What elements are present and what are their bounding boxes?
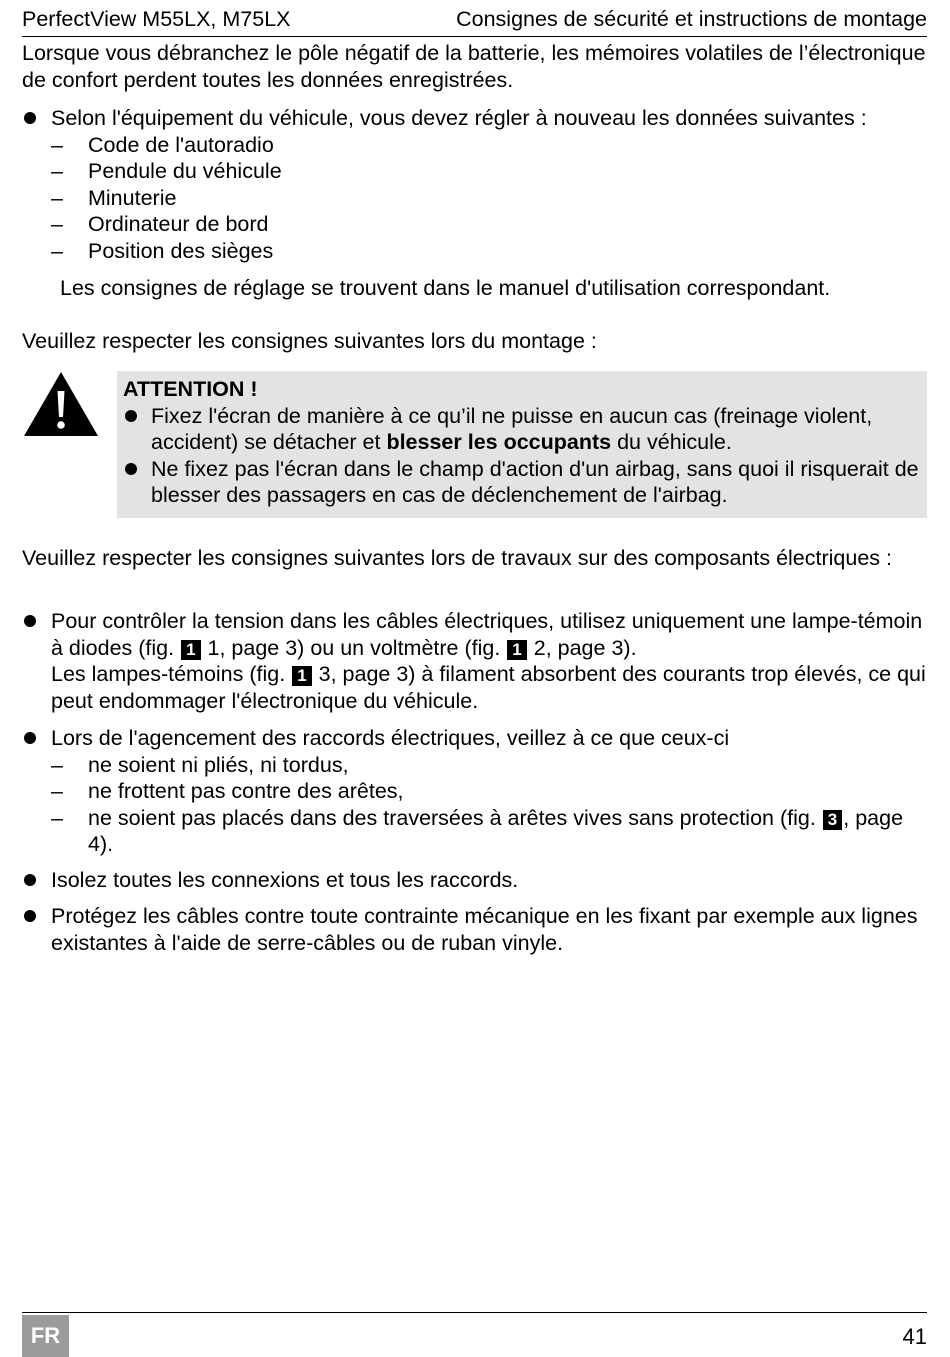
page-header — [22, 6, 927, 37]
bullet-dot-icon — [24, 910, 36, 922]
reset-note: Les consignes de réglage se trouvent dans le manuel d'utilisation correspondant. — [60, 276, 831, 300]
bullet-dot-icon — [24, 112, 36, 124]
figure-ref-badge: 1 — [292, 666, 311, 686]
reset-list-lead: Selon l'équipement du véhicule, vous devez régler à nouveau les données suivantes : — [51, 106, 867, 130]
bullet-dot-icon — [24, 615, 36, 627]
figure-ref-badge: 3 — [823, 810, 842, 830]
attention-bullet: Ne fixez pas l'écran dans le champ d'action d'un airbag, sans quoi il risquerait de blesser des passagers en cas de déclenchement de l'airbag. — [123, 456, 921, 509]
attention-emphasis: blesser les occupants — [386, 430, 612, 454]
header-section: Consignes de sécurité et instructions de montage — [456, 7, 927, 31]
reset-item: – Pendule du véhicule — [51, 159, 282, 183]
language-badge: FR — [22, 1315, 69, 1357]
reset-list-bullet — [22, 105, 927, 264]
figure-ref-badge: 1 — [181, 640, 200, 660]
electrical-bullet-connections — [22, 725, 927, 858]
header-product: PerfectView M55LX, M75LX — [22, 7, 291, 31]
figure-ref-badge: 1 — [507, 640, 526, 660]
attention-bullet: Fixez l'écran de manière à ce qu’il ne puisse en aucun cas (freinage violent, accident) se détacher et blesser les occupants du véhicule. — [123, 403, 921, 456]
intro-paragraph: Lorsque vous débranchez le pôle négatif de la batterie, les mémoires volatiles de l’électronique de confort perdent toutes les données enregistrées. — [22, 41, 926, 92]
electrical-intro: Veuillez respecter les consignes suivantes lors de travaux sur des composants électriques : — [22, 546, 892, 570]
reset-item: – Ordinateur de bord — [51, 212, 269, 236]
connections-item: – ne soient ni pliés, ni tordus, — [51, 752, 349, 777]
bullet-dot-icon — [125, 463, 137, 475]
connections-item: – ne frottent pas contre des arêtes, — [51, 779, 404, 803]
bullet-dot-icon — [125, 410, 137, 422]
reset-item: – Code de l'autoradio — [51, 132, 274, 157]
electrical-bullet-protect: Protégez les câbles contre toute contrainte mécanique en les fixant par exemple aux lignes existantes à l'aide de serre-câbles ou de ruban vinyle. — [22, 903, 927, 956]
electrical-bullet-insulate: Isolez toutes les connexions et tous les raccords. — [22, 867, 927, 894]
reset-item: – Position des sièges — [51, 238, 274, 263]
footer-divider — [22, 1312, 927, 1313]
page-number: 41 — [902, 1324, 927, 1349]
reset-item: – Minuterie — [51, 185, 177, 210]
bullet-dot-icon — [24, 732, 36, 744]
attention-title: ATTENTION ! — [123, 377, 258, 401]
warning-triangle-icon — [22, 370, 100, 438]
mounting-intro: Veuillez respecter les consignes suivantes lors du montage : — [22, 329, 597, 353]
electrical-bullet-voltage: Pour contrôler la tension dans les câbles électriques, utilisez uniquement une lampe-témoin à diodes (fig. 1 1, page 3) ou un voltmètre (fig. 1 2, page 3). Les lampes-témoins (fig. 1 3, page 3) à filament absorbent des courants trop élevés, ce qui peut endommager l'électronique du véhicule. — [22, 608, 927, 714]
connections-item: – ne soient pas placés dans des traversées à arêtes vives sans protection (fig. 3 , page 4). — [51, 805, 904, 856]
bullet-dot-icon — [24, 874, 36, 886]
connections-lead: Lors de l'agencement des raccords électriques, veillez à ce que ceux-ci — [51, 726, 730, 750]
attention-box — [117, 371, 927, 518]
